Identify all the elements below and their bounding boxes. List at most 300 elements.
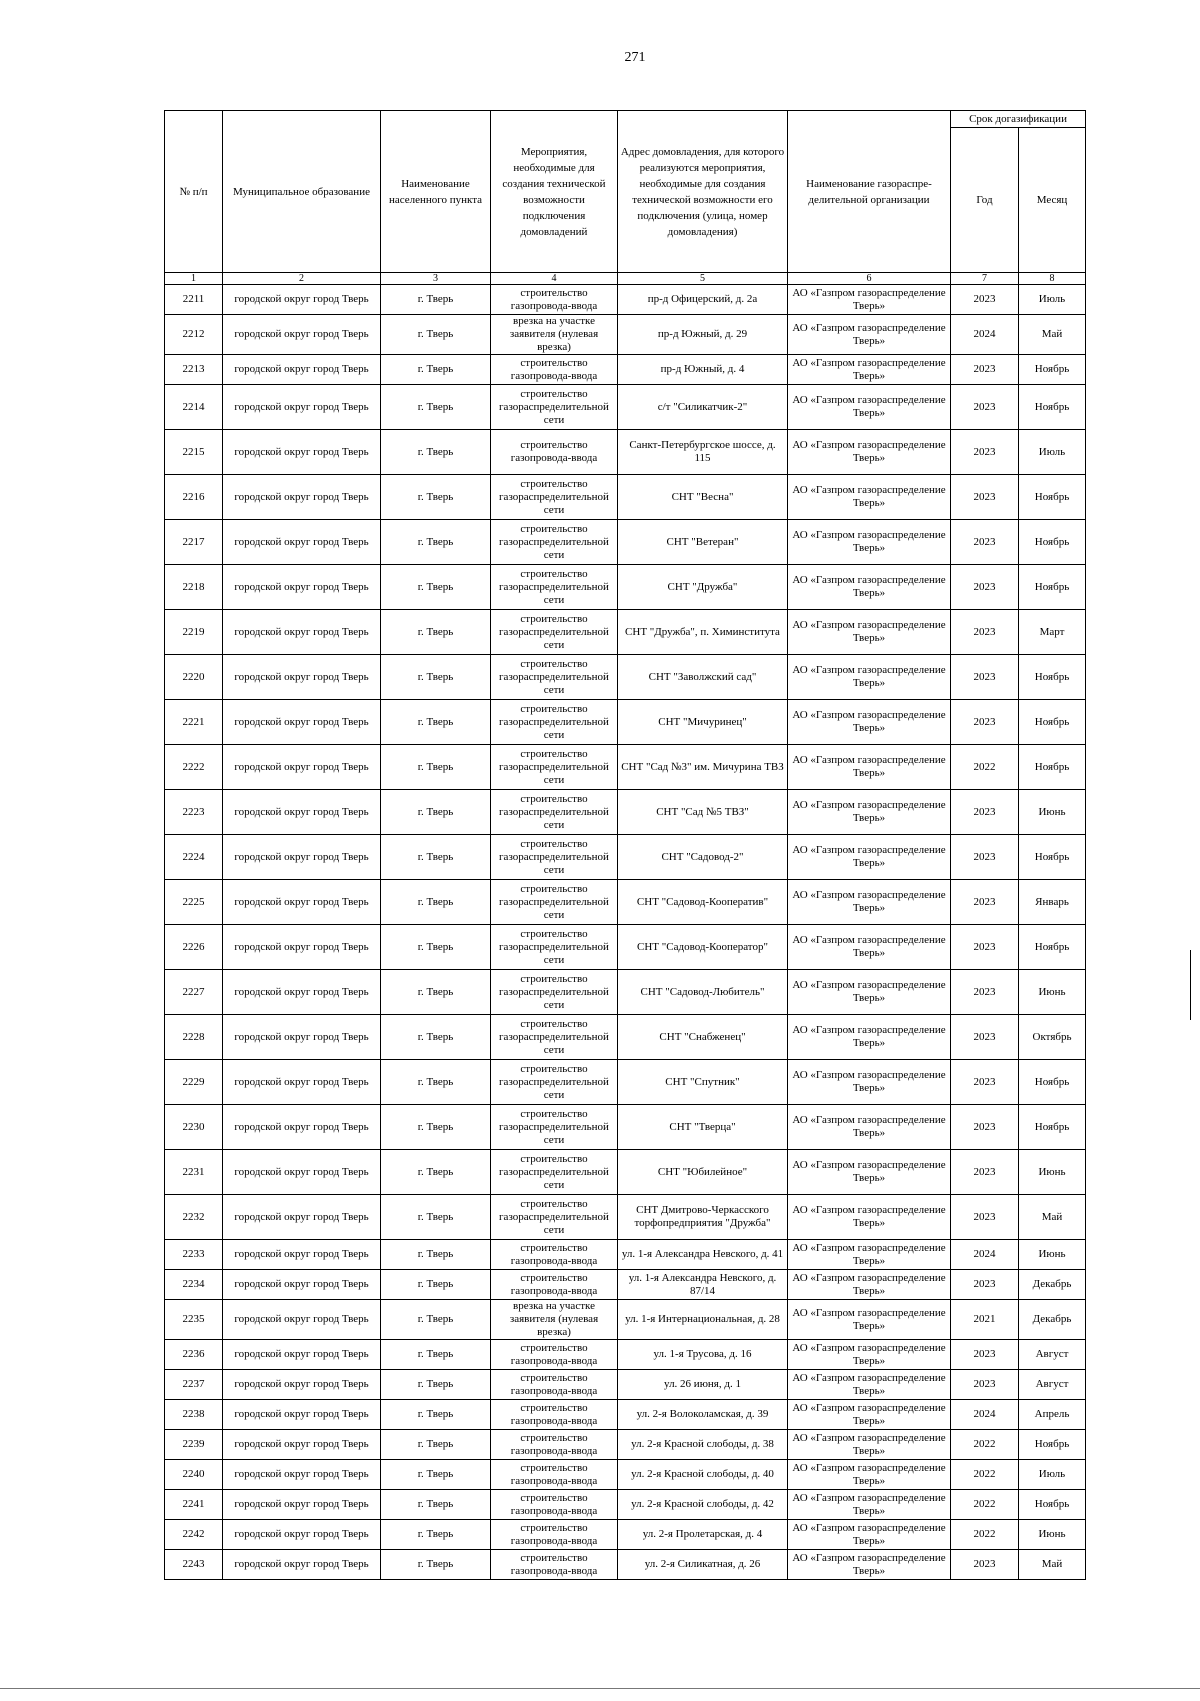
org-cell: АО «Газпром газораспределение Тверь» xyxy=(788,835,951,880)
table-row xyxy=(165,1150,1086,1195)
measure-cell: строительство газораспределительной сети xyxy=(491,745,618,790)
measure-cell: строительство газораспределительной сети xyxy=(491,1195,618,1240)
table-row xyxy=(165,1300,1086,1340)
month-cell: Ноябрь xyxy=(1019,1490,1086,1520)
address-cell: ул. 2-я Красной слободы, д. 40 xyxy=(618,1460,788,1490)
row-number: 2238 xyxy=(165,1400,223,1430)
org-cell: АО «Газпром газораспределение Тверь» xyxy=(788,1195,951,1240)
address-cell: ул. 26 июня, д. 1 xyxy=(618,1370,788,1400)
header-address: Адрес домовладения, для которого реализуются мероприятия, необходимые для создания технической возможности его подключения (улица, номер домовладения) xyxy=(618,111,788,273)
row-number: 2224 xyxy=(165,835,223,880)
org-cell: АО «Газпром газораспределение Тверь» xyxy=(788,385,951,430)
municipality-cell: городской округ город Тверь xyxy=(223,520,381,565)
year-cell: 2023 xyxy=(951,1270,1019,1300)
table-row xyxy=(165,475,1086,520)
row-number: 2214 xyxy=(165,385,223,430)
year-cell: 2024 xyxy=(951,1240,1019,1270)
settlement-cell: г. Тверь xyxy=(381,1015,491,1060)
settlement-cell: г. Тверь xyxy=(381,790,491,835)
measure-cell: строительство газопровода-ввода xyxy=(491,1520,618,1550)
row-number: 2221 xyxy=(165,700,223,745)
address-cell: СНТ "Весна" xyxy=(618,475,788,520)
address-cell: СНТ "Спутник" xyxy=(618,1060,788,1105)
settlement-cell: г. Тверь xyxy=(381,385,491,430)
month-cell: Апрель xyxy=(1019,1400,1086,1430)
table-row xyxy=(165,1105,1086,1150)
month-cell: Июль xyxy=(1019,285,1086,315)
row-number: 2212 xyxy=(165,315,223,355)
header-year: Год xyxy=(951,128,1019,273)
measure-cell: строительство газораспределительной сети xyxy=(491,565,618,610)
settlement-cell: г. Тверь xyxy=(381,610,491,655)
municipality-cell: городской округ город Тверь xyxy=(223,315,381,355)
table-row xyxy=(165,520,1086,565)
address-cell: СНТ "Заволжский сад" xyxy=(618,655,788,700)
measure-cell: строительство газораспределительной сети xyxy=(491,835,618,880)
month-cell: Октябрь xyxy=(1019,1015,1086,1060)
municipality-cell: городской округ город Тверь xyxy=(223,355,381,385)
table-row xyxy=(165,315,1086,355)
measure-cell: строительство газораспределительной сети xyxy=(491,970,618,1015)
table-row xyxy=(165,610,1086,655)
month-cell: Август xyxy=(1019,1340,1086,1370)
org-cell: АО «Газпром газораспределение Тверь» xyxy=(788,1520,951,1550)
month-cell: Май xyxy=(1019,315,1086,355)
month-cell: Ноябрь xyxy=(1019,1430,1086,1460)
header-month: Месяц xyxy=(1019,128,1086,273)
year-cell: 2023 xyxy=(951,1550,1019,1580)
municipality-cell: городской округ город Тверь xyxy=(223,1400,381,1430)
year-cell: 2023 xyxy=(951,1370,1019,1400)
settlement-cell: г. Тверь xyxy=(381,285,491,315)
year-cell: 2023 xyxy=(951,285,1019,315)
settlement-cell: г. Тверь xyxy=(381,745,491,790)
row-number: 2211 xyxy=(165,285,223,315)
row-number: 2230 xyxy=(165,1105,223,1150)
settlement-cell: г. Тверь xyxy=(381,1340,491,1370)
month-cell: Июль xyxy=(1019,1460,1086,1490)
year-cell: 2022 xyxy=(951,1490,1019,1520)
row-number: 2237 xyxy=(165,1370,223,1400)
org-cell: АО «Газпром газораспределение Тверь» xyxy=(788,700,951,745)
table-row xyxy=(165,1340,1086,1370)
row-number: 2242 xyxy=(165,1520,223,1550)
month-cell: Август xyxy=(1019,1370,1086,1400)
month-cell: Ноябрь xyxy=(1019,700,1086,745)
measure-cell: строительство газопровода-ввода xyxy=(491,285,618,315)
row-number: 2216 xyxy=(165,475,223,520)
row-number: 2231 xyxy=(165,1150,223,1195)
org-cell: АО «Газпром газораспределение Тверь» xyxy=(788,1270,951,1300)
row-number: 2217 xyxy=(165,520,223,565)
year-cell: 2023 xyxy=(951,1015,1019,1060)
table-row xyxy=(165,1060,1086,1105)
municipality-cell: городской округ город Тверь xyxy=(223,745,381,790)
address-cell: ул. 2-я Пролетарская, д. 4 xyxy=(618,1520,788,1550)
settlement-cell: г. Тверь xyxy=(381,355,491,385)
header-num: № п/п xyxy=(165,111,223,273)
year-cell: 2024 xyxy=(951,315,1019,355)
address-cell: СНТ "Садовод-Кооператор" xyxy=(618,925,788,970)
org-cell: АО «Газпром газораспределение Тверь» xyxy=(788,1240,951,1270)
address-cell: СНТ "Садовод-2" xyxy=(618,835,788,880)
settlement-cell: г. Тверь xyxy=(381,835,491,880)
column-number: 6 xyxy=(788,273,951,285)
row-number: 2226 xyxy=(165,925,223,970)
table-row xyxy=(165,1490,1086,1520)
org-cell: АО «Газпром газораспределение Тверь» xyxy=(788,1105,951,1150)
month-cell: Ноябрь xyxy=(1019,475,1086,520)
measure-cell: строительство газопровода-ввода xyxy=(491,355,618,385)
settlement-cell: г. Тверь xyxy=(381,315,491,355)
org-cell: АО «Газпром газораспределение Тверь» xyxy=(788,475,951,520)
column-number-row xyxy=(165,273,1086,285)
column-number: 8 xyxy=(1019,273,1086,285)
org-cell: АО «Газпром газораспределение Тверь» xyxy=(788,520,951,565)
municipality-cell: городской округ город Тверь xyxy=(223,1015,381,1060)
org-cell: АО «Газпром газораспределение Тверь» xyxy=(788,1300,951,1340)
measure-cell: строительство газораспределительной сети xyxy=(491,880,618,925)
settlement-cell: г. Тверь xyxy=(381,1490,491,1520)
address-cell: ул. 2-я Красной слободы, д. 38 xyxy=(618,1430,788,1460)
address-cell: ул. 2-я Красной слободы, д. 42 xyxy=(618,1490,788,1520)
org-cell: АО «Газпром газораспределение Тверь» xyxy=(788,745,951,790)
org-cell: АО «Газпром газораспределение Тверь» xyxy=(788,1370,951,1400)
table-row xyxy=(165,1520,1086,1550)
row-number: 2227 xyxy=(165,970,223,1015)
table-row xyxy=(165,700,1086,745)
year-cell: 2022 xyxy=(951,1520,1019,1550)
measure-cell: строительство газораспределительной сети xyxy=(491,385,618,430)
month-cell: Март xyxy=(1019,610,1086,655)
month-cell: Ноябрь xyxy=(1019,745,1086,790)
measure-cell: строительство газопровода-ввода xyxy=(491,430,618,475)
table-row xyxy=(165,1270,1086,1300)
row-number: 2218 xyxy=(165,565,223,610)
org-cell: АО «Газпром газораспределение Тверь» xyxy=(788,970,951,1015)
municipality-cell: городской округ город Тверь xyxy=(223,1105,381,1150)
address-cell: СНТ "Дружба" xyxy=(618,565,788,610)
column-number: 1 xyxy=(165,273,223,285)
org-cell: АО «Газпром газораспределение Тверь» xyxy=(788,1150,951,1195)
address-cell: пр-д Южный, д. 29 xyxy=(618,315,788,355)
table-row xyxy=(165,745,1086,790)
municipality-cell: городской округ город Тверь xyxy=(223,925,381,970)
org-cell: АО «Газпром газораспределение Тверь» xyxy=(788,1460,951,1490)
year-cell: 2021 xyxy=(951,1300,1019,1340)
year-cell: 2023 xyxy=(951,970,1019,1015)
measure-cell: врезка на участке заявителя (нулевая врезка) xyxy=(491,1300,618,1340)
settlement-cell: г. Тверь xyxy=(381,1060,491,1105)
row-number: 2215 xyxy=(165,430,223,475)
header-municipality: Муниципальное образование xyxy=(223,111,381,273)
settlement-cell: г. Тверь xyxy=(381,1105,491,1150)
municipality-cell: городской округ город Тверь xyxy=(223,1430,381,1460)
settlement-cell: г. Тверь xyxy=(381,655,491,700)
settlement-cell: г. Тверь xyxy=(381,1520,491,1550)
municipality-cell: городской округ город Тверь xyxy=(223,385,381,430)
row-number: 2229 xyxy=(165,1060,223,1105)
measure-cell: строительство газопровода-ввода xyxy=(491,1490,618,1520)
row-number: 2220 xyxy=(165,655,223,700)
month-cell: Ноябрь xyxy=(1019,1060,1086,1105)
month-cell: Май xyxy=(1019,1550,1086,1580)
month-cell: Декабрь xyxy=(1019,1300,1086,1340)
year-cell: 2023 xyxy=(951,835,1019,880)
year-cell: 2023 xyxy=(951,430,1019,475)
settlement-cell: г. Тверь xyxy=(381,565,491,610)
row-number: 2241 xyxy=(165,1490,223,1520)
settlement-cell: г. Тверь xyxy=(381,1150,491,1195)
month-cell: Ноябрь xyxy=(1019,835,1086,880)
row-number: 2219 xyxy=(165,610,223,655)
year-cell: 2023 xyxy=(951,925,1019,970)
table-row xyxy=(165,355,1086,385)
org-cell: АО «Газпром газораспределение Тверь» xyxy=(788,1430,951,1460)
month-cell: Ноябрь xyxy=(1019,1105,1086,1150)
year-cell: 2022 xyxy=(951,1460,1019,1490)
org-cell: АО «Газпром газораспределение Тверь» xyxy=(788,355,951,385)
table-row xyxy=(165,835,1086,880)
month-cell: Июнь xyxy=(1019,1150,1086,1195)
measure-cell: строительство газопровода-ввода xyxy=(491,1430,618,1460)
year-cell: 2023 xyxy=(951,385,1019,430)
month-cell: Июль xyxy=(1019,430,1086,475)
org-cell: АО «Газпром газораспределение Тверь» xyxy=(788,430,951,475)
municipality-cell: городской округ город Тверь xyxy=(223,790,381,835)
municipality-cell: городской округ город Тверь xyxy=(223,655,381,700)
year-cell: 2022 xyxy=(951,745,1019,790)
measure-cell: строительство газопровода-ввода xyxy=(491,1370,618,1400)
org-cell: АО «Газпром газораспределение Тверь» xyxy=(788,1400,951,1430)
table-body xyxy=(165,285,1086,1580)
municipality-cell: городской округ город Тверь xyxy=(223,700,381,745)
month-cell: Ноябрь xyxy=(1019,565,1086,610)
org-cell: АО «Газпром газораспределение Тверь» xyxy=(788,1015,951,1060)
month-cell: Июнь xyxy=(1019,1240,1086,1270)
measure-cell: строительство газораспределительной сети xyxy=(491,790,618,835)
address-cell: Санкт-Петербургское шоссе, д. 115 xyxy=(618,430,788,475)
municipality-cell: городской округ город Тверь xyxy=(223,880,381,925)
header-org: Наименование газораспре-делительной организации xyxy=(788,111,951,273)
address-cell: СНТ "Дружба", п. Химинститута xyxy=(618,610,788,655)
org-cell: АО «Газпром газораспределение Тверь» xyxy=(788,610,951,655)
org-cell: АО «Газпром газораспределение Тверь» xyxy=(788,1060,951,1105)
org-cell: АО «Газпром газораспределение Тверь» xyxy=(788,1340,951,1370)
address-cell: ул. 1-я Александра Невского, д. 41 xyxy=(618,1240,788,1270)
row-number: 2222 xyxy=(165,745,223,790)
table-row xyxy=(165,880,1086,925)
column-number: 7 xyxy=(951,273,1019,285)
row-number: 2236 xyxy=(165,1340,223,1370)
row-number: 2240 xyxy=(165,1460,223,1490)
address-cell: СНТ "Юбилейное" xyxy=(618,1150,788,1195)
month-cell: Январь xyxy=(1019,880,1086,925)
settlement-cell: г. Тверь xyxy=(381,430,491,475)
table-row xyxy=(165,970,1086,1015)
address-cell: ул. 1-я Александра Невского, д. 87/14 xyxy=(618,1270,788,1300)
address-cell: СНТ "Сад №3" им. Мичурина ТВЗ xyxy=(618,745,788,790)
year-cell: 2023 xyxy=(951,475,1019,520)
measure-cell: строительство газораспределительной сети xyxy=(491,700,618,745)
settlement-cell: г. Тверь xyxy=(381,1195,491,1240)
measure-cell: строительство газораспределительной сети xyxy=(491,610,618,655)
month-cell: Ноябрь xyxy=(1019,385,1086,430)
measure-cell: строительство газораспределительной сети xyxy=(491,655,618,700)
year-cell: 2023 xyxy=(951,355,1019,385)
org-cell: АО «Газпром газораспределение Тверь» xyxy=(788,285,951,315)
measure-cell: строительство газопровода-ввода xyxy=(491,1460,618,1490)
address-cell: ул. 1-я Интернациональная, д. 28 xyxy=(618,1300,788,1340)
settlement-cell: г. Тверь xyxy=(381,1550,491,1580)
municipality-cell: городской округ город Тверь xyxy=(223,1150,381,1195)
year-cell: 2023 xyxy=(951,655,1019,700)
settlement-cell: г. Тверь xyxy=(381,970,491,1015)
year-cell: 2023 xyxy=(951,790,1019,835)
row-number: 2234 xyxy=(165,1270,223,1300)
settlement-cell: г. Тверь xyxy=(381,1460,491,1490)
measure-cell: строительство газораспределительной сети xyxy=(491,1015,618,1060)
address-cell: СНТ "Мичуринец" xyxy=(618,700,788,745)
row-number: 2213 xyxy=(165,355,223,385)
org-cell: АО «Газпром газораспределение Тверь» xyxy=(788,1490,951,1520)
address-cell: ул. 1-я Трусова, д. 16 xyxy=(618,1340,788,1370)
row-number: 2232 xyxy=(165,1195,223,1240)
table-row xyxy=(165,1370,1086,1400)
address-cell: СНТ "Тверца" xyxy=(618,1105,788,1150)
table-row xyxy=(165,1015,1086,1060)
measure-cell: строительство газопровода-ввода xyxy=(491,1240,618,1270)
municipality-cell: городской округ город Тверь xyxy=(223,1240,381,1270)
table-row xyxy=(165,430,1086,475)
year-cell: 2024 xyxy=(951,1400,1019,1430)
row-number: 2239 xyxy=(165,1430,223,1460)
table-row xyxy=(165,1550,1086,1580)
municipality-cell: городской округ город Тверь xyxy=(223,285,381,315)
row-number: 2235 xyxy=(165,1300,223,1340)
page-number: 271 xyxy=(624,50,646,65)
settlement-cell: г. Тверь xyxy=(381,475,491,520)
year-cell: 2023 xyxy=(951,1340,1019,1370)
column-number: 4 xyxy=(491,273,618,285)
address-cell: пр-д Офицерский, д. 2а xyxy=(618,285,788,315)
measure-cell: строительство газопровода-ввода xyxy=(491,1550,618,1580)
year-cell: 2022 xyxy=(951,1430,1019,1460)
municipality-cell: городской округ город Тверь xyxy=(223,430,381,475)
address-cell: ул. 2-я Волоколамская, д. 39 xyxy=(618,1400,788,1430)
year-cell: 2023 xyxy=(951,1195,1019,1240)
measure-cell: строительство газораспределительной сети xyxy=(491,1150,618,1195)
measure-cell: строительство газораспределительной сети xyxy=(491,475,618,520)
table-row xyxy=(165,790,1086,835)
month-cell: Декабрь xyxy=(1019,1270,1086,1300)
row-number: 2223 xyxy=(165,790,223,835)
year-cell: 2023 xyxy=(951,565,1019,610)
table-row xyxy=(165,565,1086,610)
settlement-cell: г. Тверь xyxy=(381,1400,491,1430)
measure-cell: строительство газораспределительной сети xyxy=(491,520,618,565)
row-number: 2243 xyxy=(165,1550,223,1580)
row-number: 2225 xyxy=(165,880,223,925)
municipality-cell: городской округ город Тверь xyxy=(223,835,381,880)
year-cell: 2023 xyxy=(951,1060,1019,1105)
month-cell: Июнь xyxy=(1019,790,1086,835)
municipality-cell: городской округ город Тверь xyxy=(223,1520,381,1550)
month-cell: Июнь xyxy=(1019,1520,1086,1550)
table-row xyxy=(165,1195,1086,1240)
org-cell: АО «Газпром газораспределение Тверь» xyxy=(788,565,951,610)
year-cell: 2023 xyxy=(951,520,1019,565)
month-cell: Ноябрь xyxy=(1019,520,1086,565)
address-cell: СНТ "Снабженец" xyxy=(618,1015,788,1060)
table-row xyxy=(165,1240,1086,1270)
column-number: 3 xyxy=(381,273,491,285)
address-cell: СНТ "Сад №5 ТВЗ" xyxy=(618,790,788,835)
municipality-cell: городской округ город Тверь xyxy=(223,565,381,610)
org-cell: АО «Газпром газораспределение Тверь» xyxy=(788,925,951,970)
table-row xyxy=(165,655,1086,700)
org-cell: АО «Газпром газораспределение Тверь» xyxy=(788,315,951,355)
column-number: 2 xyxy=(223,273,381,285)
measure-cell: строительство газораспределительной сети xyxy=(491,1060,618,1105)
settlement-cell: г. Тверь xyxy=(381,880,491,925)
settlement-cell: г. Тверь xyxy=(381,1300,491,1340)
settlement-cell: г. Тверь xyxy=(381,925,491,970)
year-cell: 2023 xyxy=(951,610,1019,655)
header-measures: Мероприятия, необходимые для создания технической возможности подключения домовладений xyxy=(491,111,618,273)
table-row xyxy=(165,1460,1086,1490)
municipality-cell: городской округ город Тверь xyxy=(223,970,381,1015)
settlement-cell: г. Тверь xyxy=(381,1270,491,1300)
month-cell: Ноябрь xyxy=(1019,925,1086,970)
table-row xyxy=(165,385,1086,430)
table-row xyxy=(165,285,1086,315)
settlement-cell: г. Тверь xyxy=(381,1240,491,1270)
header-period: Срок догазификации xyxy=(951,111,1086,128)
measure-cell: строительство газораспределительной сети xyxy=(491,1105,618,1150)
year-cell: 2023 xyxy=(951,1150,1019,1195)
year-cell: 2023 xyxy=(951,1105,1019,1150)
municipality-cell: городской округ город Тверь xyxy=(223,1195,381,1240)
month-cell: Ноябрь xyxy=(1019,655,1086,700)
measure-cell: врезка на участке заявителя (нулевая врезка) xyxy=(491,315,618,355)
org-cell: АО «Газпром газораспределение Тверь» xyxy=(788,655,951,700)
municipality-cell: городской округ город Тверь xyxy=(223,1270,381,1300)
municipality-cell: городской округ город Тверь xyxy=(223,610,381,655)
municipality-cell: городской округ город Тверь xyxy=(223,1490,381,1520)
org-cell: АО «Газпром газораспределение Тверь» xyxy=(788,790,951,835)
measure-cell: строительство газопровода-ввода xyxy=(491,1340,618,1370)
address-cell: СНТ Дмитрово-Черкасского торфопредприятия "Дружба" xyxy=(618,1195,788,1240)
header-settlement: Наименование населенного пункта xyxy=(381,111,491,273)
month-cell: Ноябрь xyxy=(1019,355,1086,385)
municipality-cell: городской округ город Тверь xyxy=(223,1340,381,1370)
settlement-cell: г. Тверь xyxy=(381,1430,491,1460)
scan-edge-mark xyxy=(0,1688,1200,1689)
month-cell: Июнь xyxy=(1019,970,1086,1015)
measure-cell: строительство газопровода-ввода xyxy=(491,1270,618,1300)
municipality-cell: городской округ город Тверь xyxy=(223,1300,381,1340)
municipality-cell: городской округ город Тверь xyxy=(223,1060,381,1105)
scan-edge-mark xyxy=(1190,950,1191,1020)
year-cell: 2023 xyxy=(951,700,1019,745)
address-cell: СНТ "Ветеран" xyxy=(618,520,788,565)
address-cell: СНТ "Садовод-Любитель" xyxy=(618,970,788,1015)
row-number: 2228 xyxy=(165,1015,223,1060)
measure-cell: строительство газораспределительной сети xyxy=(491,925,618,970)
address-cell: пр-д Южный, д. 4 xyxy=(618,355,788,385)
municipality-cell: городской округ город Тверь xyxy=(223,1460,381,1490)
